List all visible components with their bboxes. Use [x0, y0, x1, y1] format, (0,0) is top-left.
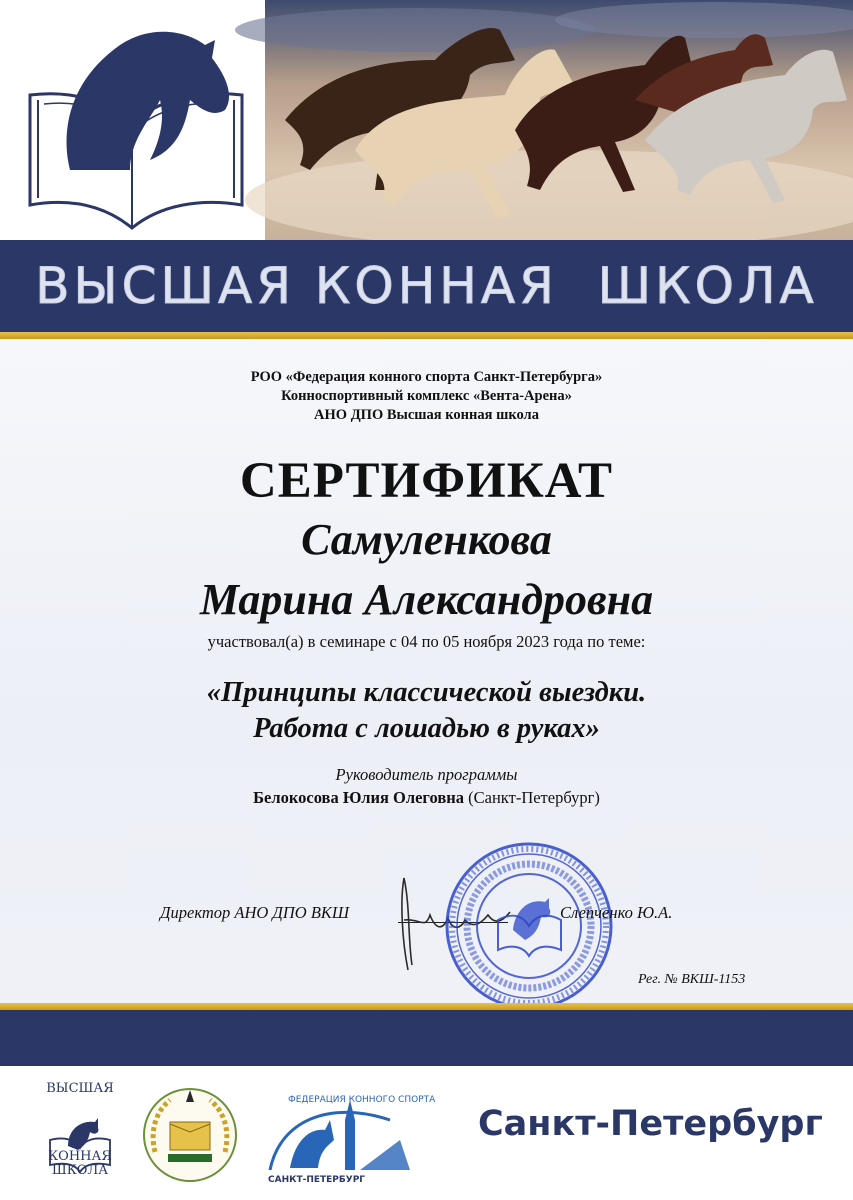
vksh-small-logo-line: КОННАЯ	[48, 1149, 112, 1164]
federation-name-text: ФЕДЕРАЦИЯ КОННОГО СПОРТА	[288, 1095, 436, 1105]
director-name: Слепченко Ю.А.	[560, 903, 673, 922]
organizer-line: РОО «Федерация конного спорта Санкт-Петербурга»	[250, 369, 603, 385]
organizer-line: АНО ДПО Высшая конная школа	[314, 407, 539, 423]
certificate-title: СЕРТИФИКАТ	[239, 453, 614, 509]
title-banner	[0, 240, 853, 332]
horses-photo	[265, 0, 853, 240]
organizers-block	[0, 368, 853, 425]
organizer-line: Конноспортивный комплекс «Вента-Арена»	[281, 388, 572, 404]
gold-divider-bottom	[0, 1003, 853, 1010]
participation-text: участвовал(а) в семинаре с 04 по 05 ноября 2023 года по теме:	[207, 632, 646, 651]
academy-emblem	[140, 1082, 240, 1188]
federation-city-text: САНКТ-ПЕТЕРБУРГ	[268, 1175, 366, 1185]
city-name: Санкт-Петербург	[478, 1104, 823, 1144]
horse-book-logo-icon	[0, 0, 265, 240]
gold-divider-top	[0, 332, 853, 339]
vksh-small-logo-bottom	[40, 1150, 120, 1178]
banner-title: ВЫСШАЯ КОННАЯ ШКОЛА	[35, 257, 818, 315]
topic-line: Работа с лошадью в руках»	[253, 713, 600, 744]
school-logo	[0, 0, 265, 240]
program-leader-name: Белокосова Юлия Олеговна	[253, 788, 465, 807]
bottom-band	[0, 1010, 853, 1066]
seminar-topic	[0, 675, 853, 747]
program-leader-city: (Санкт-Петербург)	[464, 788, 600, 807]
vksh-small-logo-top: ВЫСШАЯ	[46, 1081, 114, 1096]
registration-number: Рег. № ВКШ-1153	[638, 972, 746, 987]
running-horses-image	[265, 0, 853, 240]
program-leader	[0, 788, 853, 808]
recipient-surname: Самуленкова	[301, 515, 552, 564]
footer-logos	[0, 1066, 853, 1200]
topic-line: «Принципы классической выездки.	[206, 677, 647, 708]
director-label: Директор АНО ДПО ВКШ	[160, 903, 350, 922]
program-leader-label: Руководитель программы	[335, 765, 518, 784]
recipient-given-names: Марина Александровна	[199, 575, 654, 624]
federation-logo	[250, 1080, 436, 1188]
official-stamp	[443, 840, 615, 1012]
vksh-small-logo-line: ШКОЛА	[51, 1163, 109, 1178]
